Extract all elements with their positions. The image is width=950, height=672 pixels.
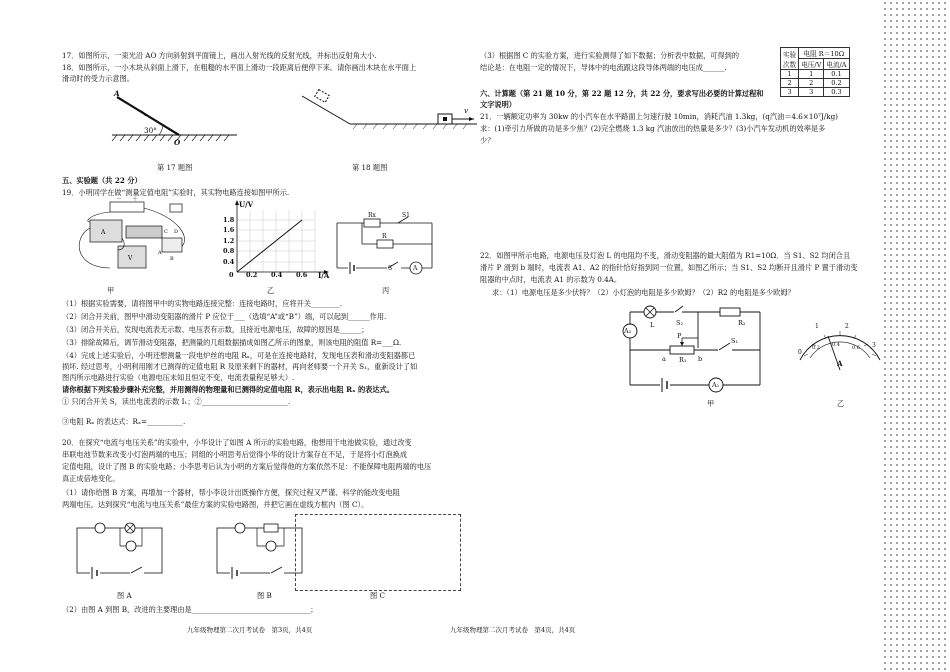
caption-A: 图 A	[117, 591, 132, 600]
circuit-A1-label: A₁	[712, 381, 720, 389]
circuit-L-label: L	[650, 321, 655, 329]
table-row: 1 1 0.1	[781, 70, 850, 79]
q19-steps-instruction: 请你根据下列实验步骤补充完整，并用测得的物理量和已测得的定值电阻 R，表示出电阻 Rₓ 的表达式。	[62, 385, 394, 394]
q20-part1-line2: 两端电压，达到探究“电流与电压关系”最佳方案的实验电路图，并把它画在虚线方框内（图 C）。	[62, 500, 369, 509]
q20-part1-line1: （1）请你给图 B 方案，再增加一个器材，帮小李设计出既操作方便，探究过程又严谨、科学的能改变电阻	[62, 488, 400, 497]
meter-unit: A	[837, 359, 843, 368]
table-row: 3 3 0.3	[781, 88, 850, 97]
bing-S1-label: S1	[402, 212, 410, 219]
figure-C-answer-box[interactable]	[295, 514, 461, 591]
fig18-velocity: v	[464, 106, 469, 115]
circuit-S1-label: S₁	[731, 337, 739, 345]
q22-question: 求：（1）电源电压是多少伏特？（2）小灯泡的电阻是多少欧姆？（2）R2 的电阻是多少欧姆？	[492, 288, 795, 297]
section-6-title-line1: 六、计算题（第 21 题 10 分，第 22 题 12 分，共 22 分，要求写出必要的计算过程和	[480, 89, 764, 98]
bing-Rx-label: Rx	[368, 212, 376, 219]
table-row: 2 2 0.2	[781, 79, 850, 88]
q19-part5-line2: 损坏. 经过思考，小明利用刚才已测得的定值电阻 R 及原来剩下的器材，再向老师要一个开关 S₁，重新设计了如	[62, 362, 418, 371]
figure-A-circuit	[72, 520, 172, 580]
caption-q22-jia: 甲	[707, 399, 715, 408]
svg-text:V: V	[128, 255, 133, 262]
fig17-label-A: A	[114, 89, 120, 98]
circuit-A2-label: A₂	[624, 327, 632, 335]
caption-bing: 丙	[382, 286, 390, 295]
caption-B: 图 B	[257, 591, 272, 600]
q19-part4: （3）排除故障后，调节滑动变阻器，把测量的几组数据描成如图乙所示的图象，则该电阻的阻值 R=___Ω.	[62, 338, 402, 347]
meter-small-2: 0.4	[832, 342, 840, 348]
graph-ytick-1: 1.8	[223, 216, 235, 224]
q20-part3-line1: （3）根据图 C 的实验方案，进行实验测得了如下数据；分析表中数据，可得到的	[480, 51, 740, 60]
fig17-angle: 30°	[144, 126, 157, 135]
question-17: 17．如图所示，一束光沿 AO 方向斜射到平面镜上，画出入射光线的反射光线，并标出反射角大小.	[62, 51, 377, 60]
q21-line2: 求：(1)牵引力所做的功是多少焦？(2)完全燃烧 1.3 kg 汽油放出的热量是多少？(3)小汽车发动机的效率是多	[480, 124, 826, 133]
caption-jia: 甲	[107, 286, 115, 295]
q19-part1: （1）根据实验需要，请将图甲中的实物电路连接完整：连接电路时，应将开关________.	[62, 299, 342, 308]
graph-origin: 0	[229, 271, 234, 279]
figure-18-incline	[302, 92, 482, 137]
q20-line3: 定值电阻，设计了图 B 的实验电路；小李思考后认为小明的方案后觉得他的方案依然不足：不能保障电阻两端的电压	[62, 462, 432, 471]
meter-tick-2: 2	[845, 323, 849, 330]
q20-part2: （2）由图 A 到图 B，改进的主要理由是_________________________________；	[62, 605, 318, 614]
dotted-margin	[882, 0, 950, 672]
circuit-R2-label: R₂	[738, 319, 746, 327]
q21-line3: 少？	[480, 136, 495, 145]
q19-part5-line1: （4）完成上述实验后，小明还想测量一段电炉丝的电阻 Rₓ，可是在连接电路时，发现电压表和滑动变阻器都已	[62, 351, 416, 360]
svg-text:A: A	[158, 250, 162, 256]
meter-tick-1: 1	[815, 323, 819, 330]
table-header-voltage: 电压/V	[799, 59, 824, 70]
q20-part3-line2: 结论是：在电阻一定的情况下，导体中的电流跟这段导体两端的电压成______.	[480, 63, 727, 72]
question-18-line2: 滑动时的受力示意图。	[62, 74, 134, 83]
section-5-title: 五、实验题（共 22 分）	[62, 176, 142, 185]
fig17-label-O: O	[174, 138, 181, 147]
data-table	[780, 47, 850, 97]
graph-xtick-2: 0.4	[271, 271, 283, 279]
figure-19-apparatus	[70, 198, 205, 280]
page-3	[62, 0, 502, 672]
q22-line2: 滑片 P 滑到 b 端时，电流表 A1、A2 的指针恰好指到同一位置，如图乙所示；当 S1、S2 均断开且滑片 P 置于滑动变	[480, 263, 858, 272]
q22-line1: 22．如图甲所示电路，电源电压及灯泡 L 的电阻均不变，滑动变阻器的最大阻值为 R1=10Ω．当 S1、S2 均闭合且	[480, 251, 851, 260]
question-18-line1: 18．如图所示，一小木块从斜面上滑下，在粗糙的水平面上滑动一段距离后便停下来。请你画出木块在水平面上	[62, 63, 417, 72]
q20-line1: 20．在探究“电流与电压关系”的实验中，小华设计了如图 A 所示的实验电路，他想用干电池做实验，通过改变	[62, 438, 412, 447]
caption-17: 第 17 题图	[157, 163, 193, 172]
svg-text:A: A	[101, 229, 106, 236]
bing-A-label: A	[413, 265, 418, 272]
svg-text:C: C	[164, 229, 168, 235]
footer-page3: 九年级物理第二次月考试卷 第3页，共4页	[187, 626, 313, 634]
circuit-P-label: P	[677, 332, 682, 340]
graph-xtick-1: 0.2	[246, 271, 258, 279]
caption-q22-yi: 乙	[837, 399, 845, 408]
q19-step1: ① 只闭合开关 S，读出电流表的示数 I₁；②________________________.	[62, 397, 291, 406]
q19-part3: （3）闭合开关后，发现电流表无示数、电压表有示数，且接近电源电压，故障的原因是______；	[62, 325, 369, 334]
graph-ytick-5: 0.4	[223, 258, 235, 266]
circuit-a-label: a	[662, 355, 666, 363]
svg-text:D: D	[174, 229, 179, 235]
table-header-resistance: 电阻 R＝10Ω	[799, 48, 849, 59]
circuit-R1-label: R₁	[679, 356, 687, 364]
graph-ytick-2: 1.6	[223, 226, 235, 234]
footer-page4: 九年级物理第二次月考试卷 第4页，共4页	[450, 626, 576, 634]
svg-text:－: －	[116, 196, 123, 203]
svg-text:＋: ＋	[132, 196, 139, 203]
meter-small-3: 0.6	[852, 345, 860, 351]
page-4	[450, 0, 920, 672]
q20-line4: 真正成倍地变化。	[62, 474, 120, 483]
q22-circuit-jia	[620, 300, 770, 400]
meter-tick-0: 0	[798, 349, 802, 356]
q20-line2: 串联电池节数来改变小灯泡两端的电压；同组的小明思考后觉得小华的设计方案存在不足，于是将小灯泡换成	[62, 450, 408, 459]
graph-x-axis-label: I/A	[318, 271, 330, 280]
graph-ytick-4: 0.8	[223, 247, 235, 255]
circuit-S2-label: S₂	[676, 319, 684, 327]
table-header-current: 电流/A	[824, 59, 849, 70]
q19-part5-line3: 图丙所示电路进行实验（电源电压未知且恒定不变，电流表量程足够大）.	[62, 373, 295, 382]
meter-small-1: 0.2	[812, 345, 820, 351]
caption-18: 第 18 题图	[352, 163, 388, 172]
q19-expression: ③电阻 Rₓ 的表达式：Rₓ=__________.	[62, 417, 186, 426]
section-6-title-line2: 文字说明）	[480, 100, 516, 109]
question-19: 19．小明同学在做“测量定值电阻”实验时，其实物电路连接如图甲所示.	[62, 188, 290, 197]
graph-y-axis-label: U/V	[239, 200, 254, 209]
table-header-trial: 实验 次数	[781, 48, 799, 70]
graph-xtick-3: 0.6	[296, 271, 308, 279]
caption-yi: 乙	[267, 286, 275, 295]
circuit-b-label: b	[698, 355, 703, 363]
graph-ytick-3: 1.2	[223, 237, 235, 245]
meter-tick-3: 3	[872, 342, 876, 349]
q21-line1: 21．一辆额定功率为 30kw 的小汽车在水平路面上匀速行驶 10min，消耗汽油 1.3kg，(q汽油＝4.6×10⁷J/kg)	[480, 112, 838, 121]
svg-text:B: B	[170, 256, 174, 262]
bing-S-label: S	[388, 265, 393, 272]
caption-C: 图 C	[370, 591, 385, 600]
figure-19-circuit-bing	[332, 208, 442, 280]
q19-part2: （2）闭合开关前，图甲中滑动变阻器的滑片 P 应位于___（选填“A”或“B”）端，可以起到______作用.	[62, 312, 387, 321]
q22-line3: 阻器的中点时，电流表 A1 的示数为 0.4A。	[480, 275, 622, 284]
bing-R-label: R	[382, 233, 387, 240]
